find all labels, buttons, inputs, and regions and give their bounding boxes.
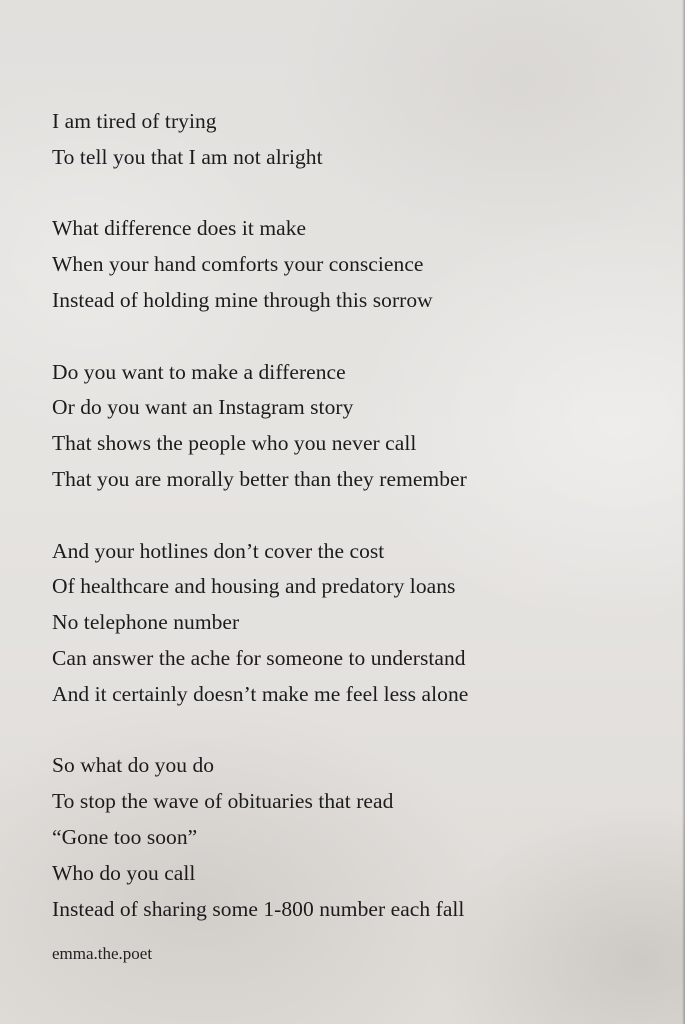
poem-line: To stop the wave of obituaries that read [52, 789, 394, 814]
poem-line: What difference does it make [52, 216, 307, 241]
poem-line: Who do you call [52, 860, 196, 885]
author-signature: emma.the.poet [52, 944, 153, 963]
poem-line: That shows the people who you never call [52, 431, 417, 456]
poem [52, 104, 672, 927]
stanza-break [52, 176, 672, 212]
stanza-3 [52, 355, 672, 498]
poem-line: Instead of holding mine through this sorrow [52, 287, 433, 312]
poem-line: Instead of sharing some 1-800 number each fall [52, 896, 465, 921]
poem-line: And your hotlines don’t cover the cost [52, 538, 385, 563]
poem-line: When your hand comforts your conscience [52, 252, 424, 277]
stanza-break [52, 319, 672, 355]
stanza-4 [52, 534, 672, 713]
poem-line: Or do you want an Instagram story [52, 395, 354, 420]
stanza-2 [52, 211, 672, 318]
stanza-1 [52, 104, 672, 176]
poem-line: And it certainly doesn’t make me feel less alone [52, 681, 469, 706]
poem-line: To tell you that I am not alright [52, 144, 323, 169]
stanza-5 [52, 748, 672, 927]
stanza-break [52, 498, 672, 534]
poem-line: So what do you do [52, 753, 215, 778]
poem-line: Of healthcare and housing and predatory loans [52, 574, 456, 599]
poem-line: That you are morally better than they remember [52, 466, 467, 491]
poem-line: Do you want to make a difference [52, 359, 346, 384]
poem-line: “Gone too soon” [52, 824, 198, 849]
poem-line: I am tired of trying [52, 109, 217, 133]
stanza-break [52, 713, 672, 749]
poem-line: Can answer the ache for someone to understand [52, 645, 466, 670]
poem-line: No telephone number [52, 610, 240, 635]
